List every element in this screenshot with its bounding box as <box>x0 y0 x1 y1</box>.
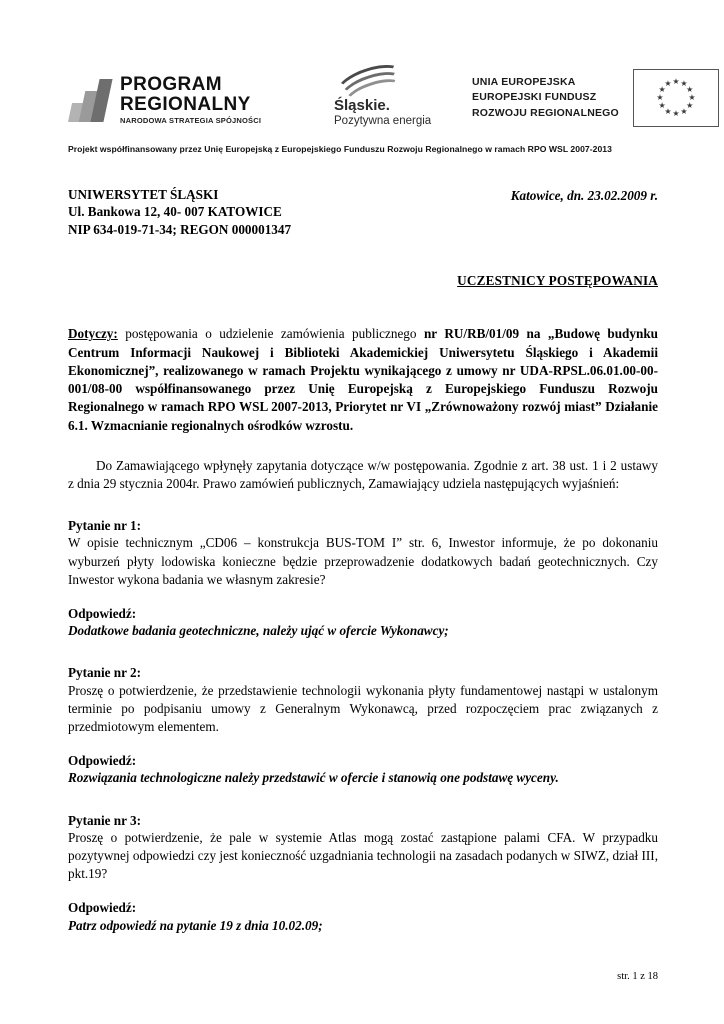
subject-intro: postępowania o udzielenie zamówienia publicznego <box>117 326 424 342</box>
ue-line1: UNIA EUROPEJSKA <box>472 76 576 89</box>
qa-item-1 <box>68 517 658 640</box>
organization-address: Ul. Bankowa 12, 40- 007 KATOWICE <box>68 204 282 220</box>
unia-europejska-logo <box>472 68 724 128</box>
ue-line3: ROZWOJU REGIONALNEGO <box>472 106 619 119</box>
document-body <box>68 186 658 935</box>
subject-paragraph <box>68 325 658 434</box>
letterhead <box>68 186 658 238</box>
organization-name: UNIWERSYTET ŚLĄSKI <box>68 187 219 202</box>
subject-label: Dotyczy: <box>68 326 118 342</box>
organization-ids: NIP 634-019-71-34; REGON 000001347 <box>68 221 292 237</box>
program-regionalny-line3: NARODOWA STRATEGIA SPÓJNOŚCI <box>120 116 262 125</box>
qa-item-2 <box>68 664 658 787</box>
answer-label: Odpowiedź: <box>68 605 137 621</box>
subject-text: nr RU/RB/01/09 na „Budowę budynku Centrum Informacji Naukowej i Biblioteki Akademickiej Uniwersytetu Śląskiego i Akademii Ekonomicznej”, realizowanego w ramach Projektu wynikającego z umowy nr UDA-RPSL.06.01.00-00-001/08-00 współfinansowanego przez Unię Europejską z Europejskiego Funduszu Rozwoju Regionalnego w ramach RPO WSL 2007-2013, Priorytet nr VI „Zrównoważony rozwój miast” Działanie 6.1. Wzmacnianie regionalnych ośrodków wzrostu. <box>68 326 658 433</box>
intro-paragraph: Do Zamawiającego wpłynęły zapytania dotyczące w/w postępowania. Zgodnie z art. 38 ust. 1 i 2 ustawy z dnia 29 stycznia 2004r. Prawo zamówień publicznych, Zamawiający udziela następujących wyjaśnień: <box>68 457 658 491</box>
page-number: str. 1 z 18 <box>617 971 658 982</box>
program-regionalny-logo <box>68 72 272 128</box>
slaskie-line1: Śląskie. <box>334 97 390 114</box>
question-text: W opisie technicznym „CD06 – konstrukcja BUS-TOM I” str. 6, Inwestor informuje, że po dokonaniu wyburzeń płyty lodowiska konieczne będzie przeprowadzenie dodatkowych badań geotechnicznych. Czy Inwestor wykona badania we własnym zakresie? <box>68 535 658 587</box>
question-label: Pytanie nr 1: <box>68 518 142 534</box>
slaskie-line2: Pozytywna energia <box>334 114 432 127</box>
place-and-date: Katowice, dn. 23.02.2009 r. <box>510 188 658 203</box>
ue-line2: EUROPEJSKI FUNDUSZ <box>472 91 597 104</box>
recipient-heading: UCZESTNICY POSTĘPOWANIA <box>457 273 658 289</box>
slaskie-swirl-icon <box>334 66 408 96</box>
answer-text: Patrz odpowiedź na pytanie 19 z dnia 10.02.09; <box>68 917 323 933</box>
question-text: Proszę o potwierdzenie, że przedstawienie technologii wykonania płyty fundamentowej nastąpi w ustalonym terminie po podpisaniu umowy z Generalnym Wykonawcą, przed rozpoczęciem prac związanych z przedmiotowym elementem. <box>68 682 658 734</box>
logo-bar <box>68 64 696 132</box>
eu-flag-icon: ★ ★ ★ ★ ★ ★ ★ ★ ★ ★ ★ ★ <box>633 69 719 127</box>
question-label: Pytanie nr 3: <box>68 812 142 828</box>
answer-label: Odpowiedź: <box>68 900 137 916</box>
answer-text: Rozwiązania technologiczne należy przedstawić w ofercie i stanowią one podstawę wyceny. <box>68 770 559 786</box>
answer-label: Odpowiedź: <box>68 753 137 769</box>
subsidy-statement: Projekt współfinansowany przez Unię Europejską z Europejskiego Funduszu Rozwoju Regionalnego w ramach RPO WSL 2007-2013 <box>68 144 612 154</box>
program-regionalny-mark-icon <box>68 77 112 123</box>
question-label: Pytanie nr 2: <box>68 665 142 681</box>
slaskie-logo <box>330 66 450 130</box>
qa-item-3 <box>68 812 658 935</box>
program-regionalny-line1: PROGRAM <box>120 74 223 96</box>
question-text: Proszę o potwierdzenie, że pale w systemie Atlas mogą zostać zastąpione palami CFA. W przypadku pozytywnej odpowiedzi czy jest konieczność uzgadniania technologii na zasadach podanych w SIWZ, dział III, pkt.19? <box>68 829 658 882</box>
program-regionalny-line2: REGIONALNY <box>120 94 251 116</box>
answer-text: Dodatkowe badania geotechniczne, należy ująć w ofercie Wykonawcy; <box>68 623 449 639</box>
